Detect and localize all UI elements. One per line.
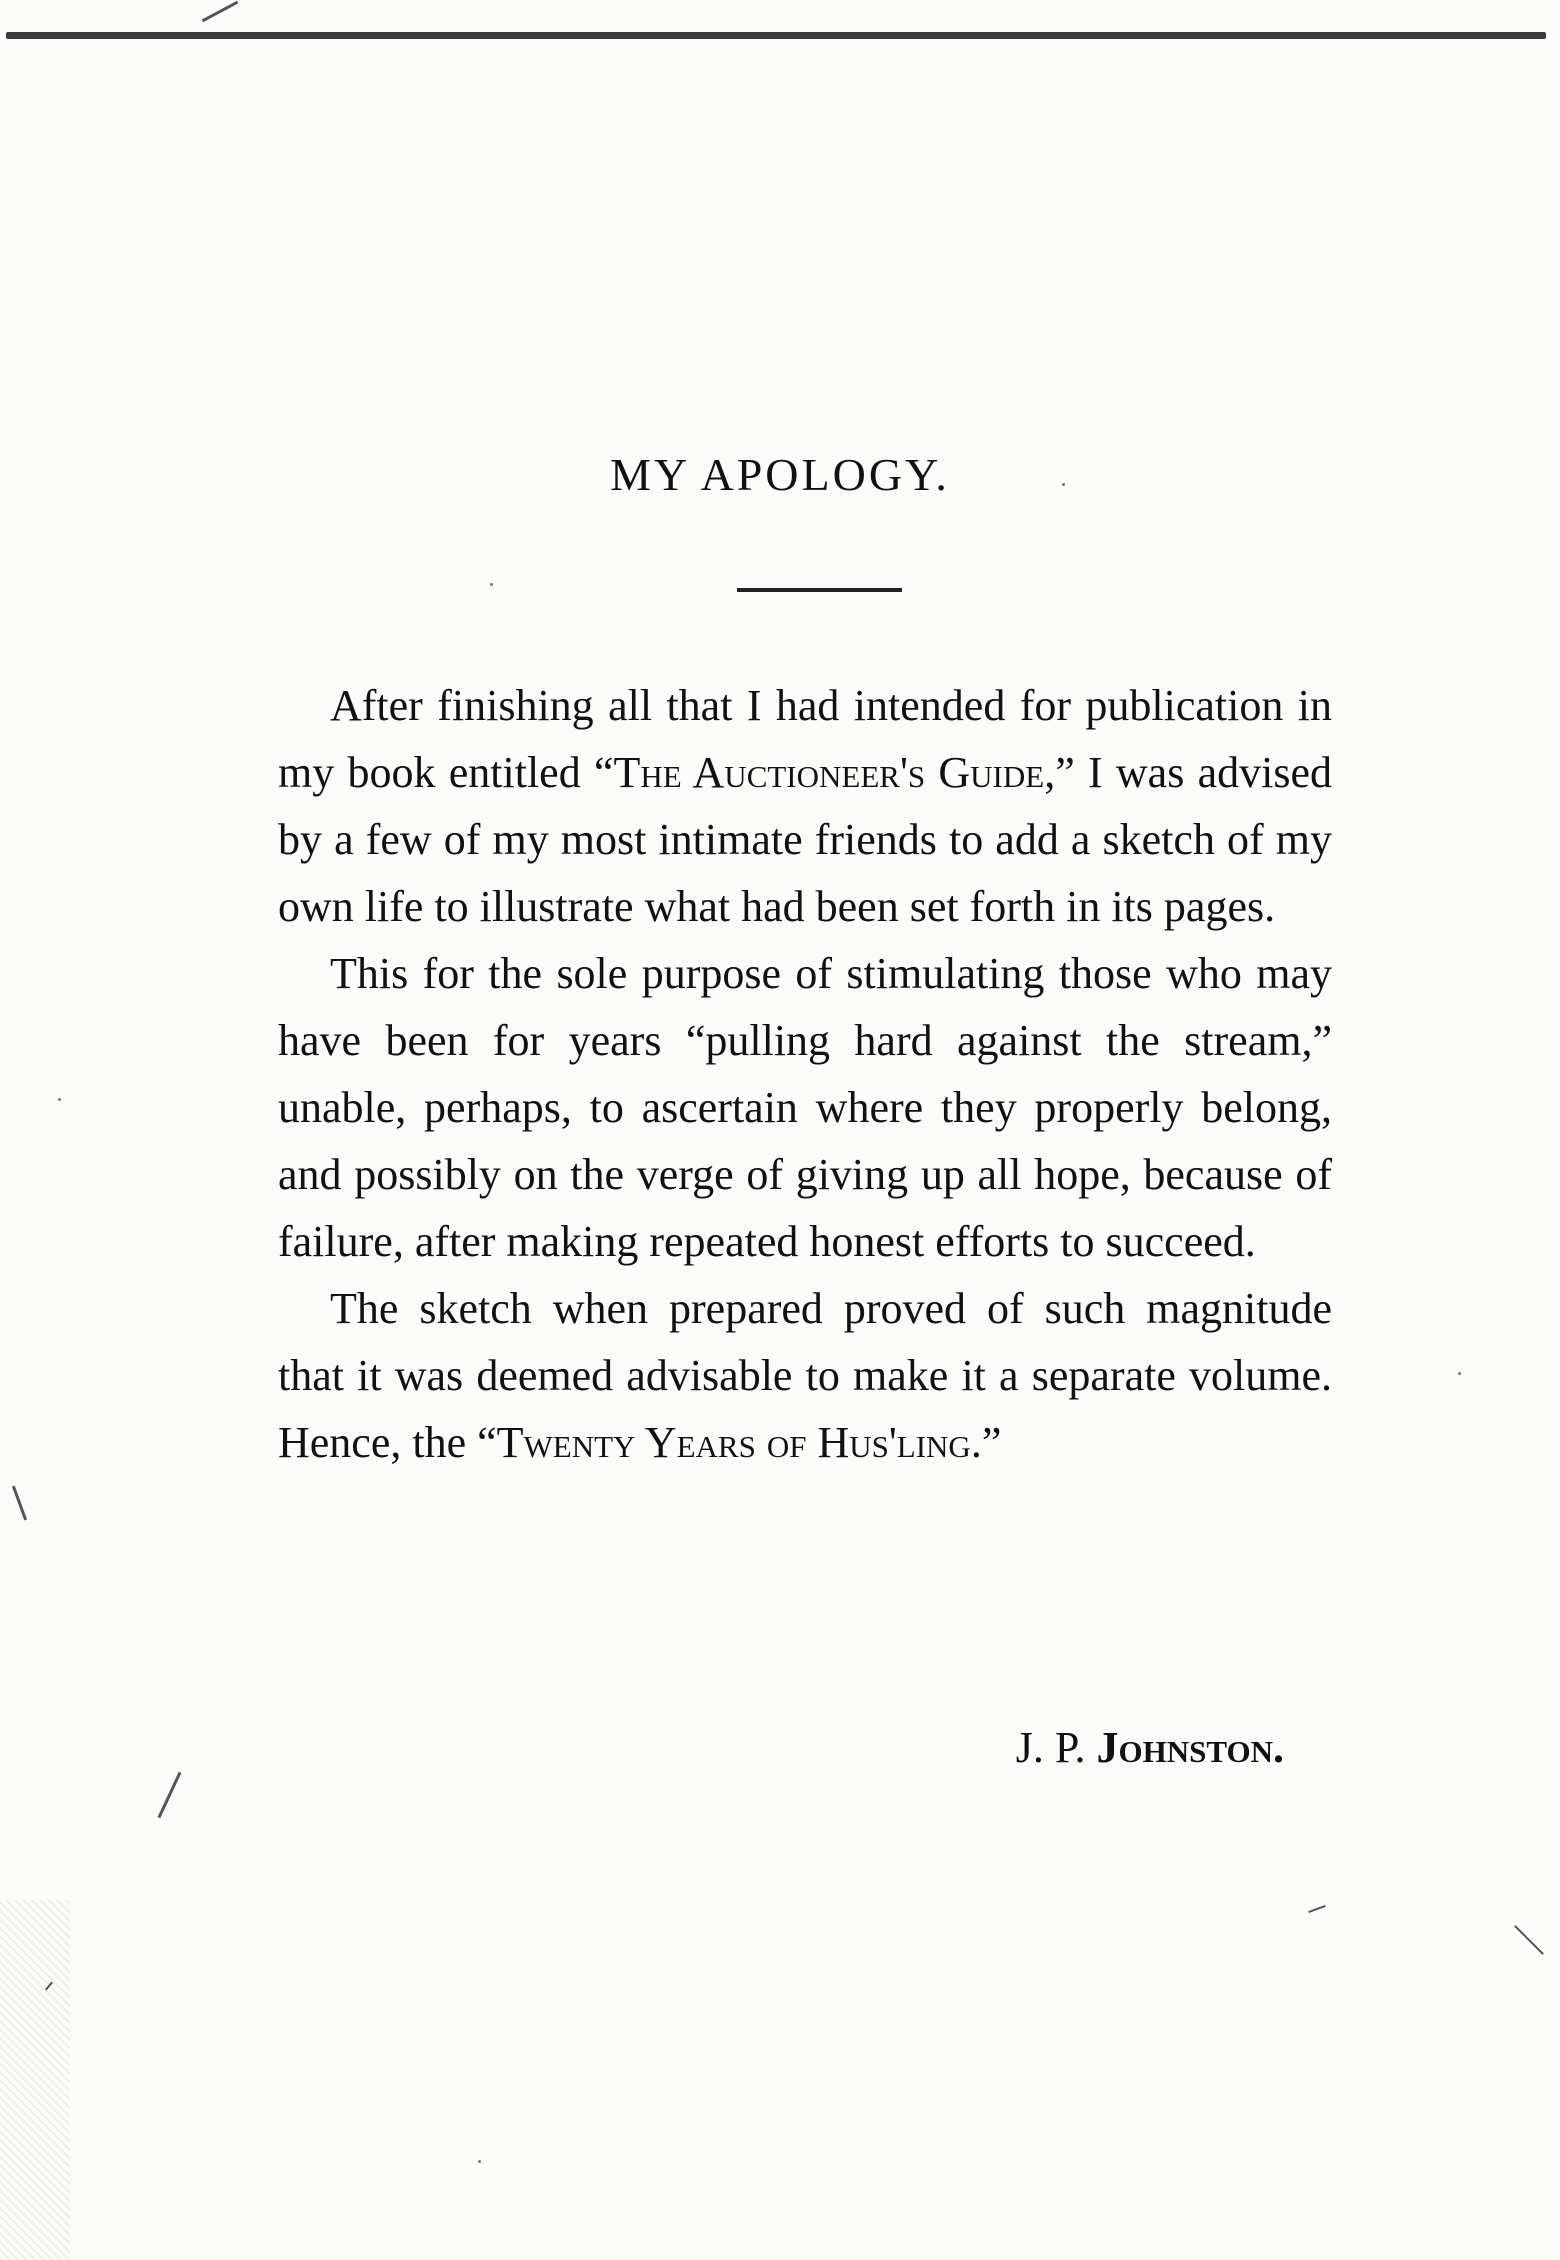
- paragraph-3-text-c: .”: [970, 1418, 1002, 1467]
- margin-mark: [1514, 1925, 1544, 1955]
- author-signature: [1016, 1722, 1284, 1773]
- pen-mark: [202, 1, 239, 22]
- top-border-rule: [6, 32, 1546, 39]
- paragraph-3: [278, 1275, 1332, 1476]
- page-speck: [478, 2160, 481, 2163]
- page-speck: [58, 1098, 61, 1101]
- book-title-auctioneers-guide: The Auctioneer's Guide: [613, 748, 1045, 797]
- paragraph-1: [278, 672, 1332, 940]
- signature-initials: J. P.: [1015, 1723, 1097, 1772]
- margin-mark: [158, 1772, 182, 1819]
- margin-mark: [12, 1486, 27, 1521]
- page-title: MY APOLOGY.: [610, 449, 950, 500]
- page-speck: [1458, 1372, 1461, 1375]
- paragraph-2: This for the sole purpose of stimulating those who may have been for years “pulling hard against the stream,” unable, perhaps, to ascertain where they properly belong, and possibly on the verge of giving up all hope, because of failure, after making repeated honest efforts to succeed.: [278, 949, 1332, 1266]
- body-text: [278, 672, 1332, 1476]
- paragraph-1-text-a: After finishing all that I had intended for publication in my book entitled “: [278, 681, 1332, 797]
- paragraph-1-text-c: ,” I was advised by a few of my most intimate friends to add a sketch of my own life to illustrate what had been set forth in its pages.: [278, 748, 1333, 931]
- page-speck: [490, 583, 493, 586]
- page-speck: [1062, 483, 1065, 486]
- margin-mark: [1308, 1905, 1326, 1913]
- signature-surname: Johnston.: [1096, 1723, 1284, 1772]
- book-title-twenty-years: Twenty Years of Hus'ling: [496, 1418, 971, 1467]
- paragraph-3-text-a: The sketch when prepared proved of such magnitude that it was deemed advisable to make it a separate volume. Hence, the “: [278, 1284, 1332, 1467]
- page-speckle: [0, 1900, 70, 2260]
- title-divider: [737, 588, 902, 592]
